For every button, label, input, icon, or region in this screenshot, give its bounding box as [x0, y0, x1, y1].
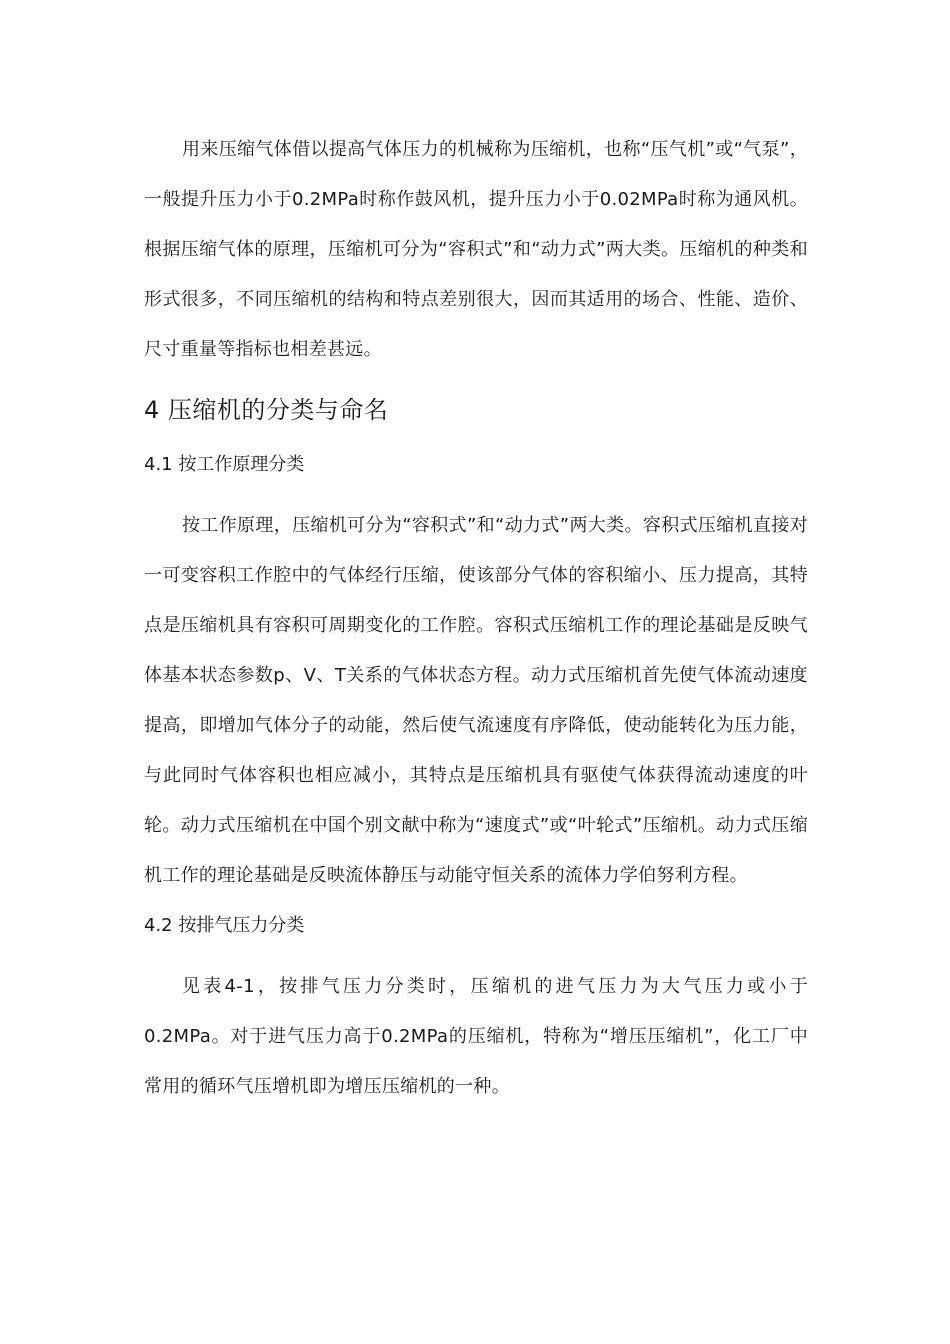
document-body	[144, 125, 808, 1112]
paragraph-working-principle: 按工作原理，压缩机可分为“容积式”和“动力式”两大类。容积式压缩机直接对一可变容积工作腔中的气体经行压缩，使该部分气体的容积缩小、压力提高，其特点是压缩机具有容积可周期变化的工作腔。容积式压缩机工作的理论基础是反映气体基本状态参数p、V、T关系的气体状态方程。动力式压缩机首先使气体流动速度提高，即增加气体分子的动能，然后使气流速度有序降低，使动能转化为压力能，与此同时气体容积也相应减小，其特点是压缩机具有驱使气体获得流动速度的叶轮。动力式压缩机在中国个别文献中称为“速度式”或“叶轮式”压缩机。动力式压缩机工作的理论基础是反映流体静压与动能守恒关系的流体力学伯努利方程。	[144, 515, 808, 886]
subsection-heading-4-1: 4.1 按工作原理分类	[144, 454, 305, 475]
paragraph-discharge-pressure: 见表4-1，按排气压力分类时，压缩机的进气压力为大气压力或小于0.2MPa。对于进气压力高于0.2MPa的压缩机，特称为“增压压缩机”，化工厂中常用的循环气压增机即为增压压缩机的一种。	[144, 976, 808, 1097]
subsection-heading-4-2: 4.2 按排气压力分类	[144, 915, 305, 936]
section-heading-4: 4 压缩机的分类与命名	[144, 396, 389, 424]
intro-paragraph: 用来压缩气体借以提高气体压力的机械称为压缩机，也称“压气机”或“气泵”，一般提升压力小于0.2MPa时称作鼓风机，提升压力小于0.02MPa时称为通风机。根据压缩气体的原理，压缩机可分为“容积式”和“动力式”两大类。压缩机的种类和形式很多，不同压缩机的结构和特点差别很大，因而其适用的场合、性能、造价、尺寸重量等指标也相差甚远。	[144, 139, 808, 360]
